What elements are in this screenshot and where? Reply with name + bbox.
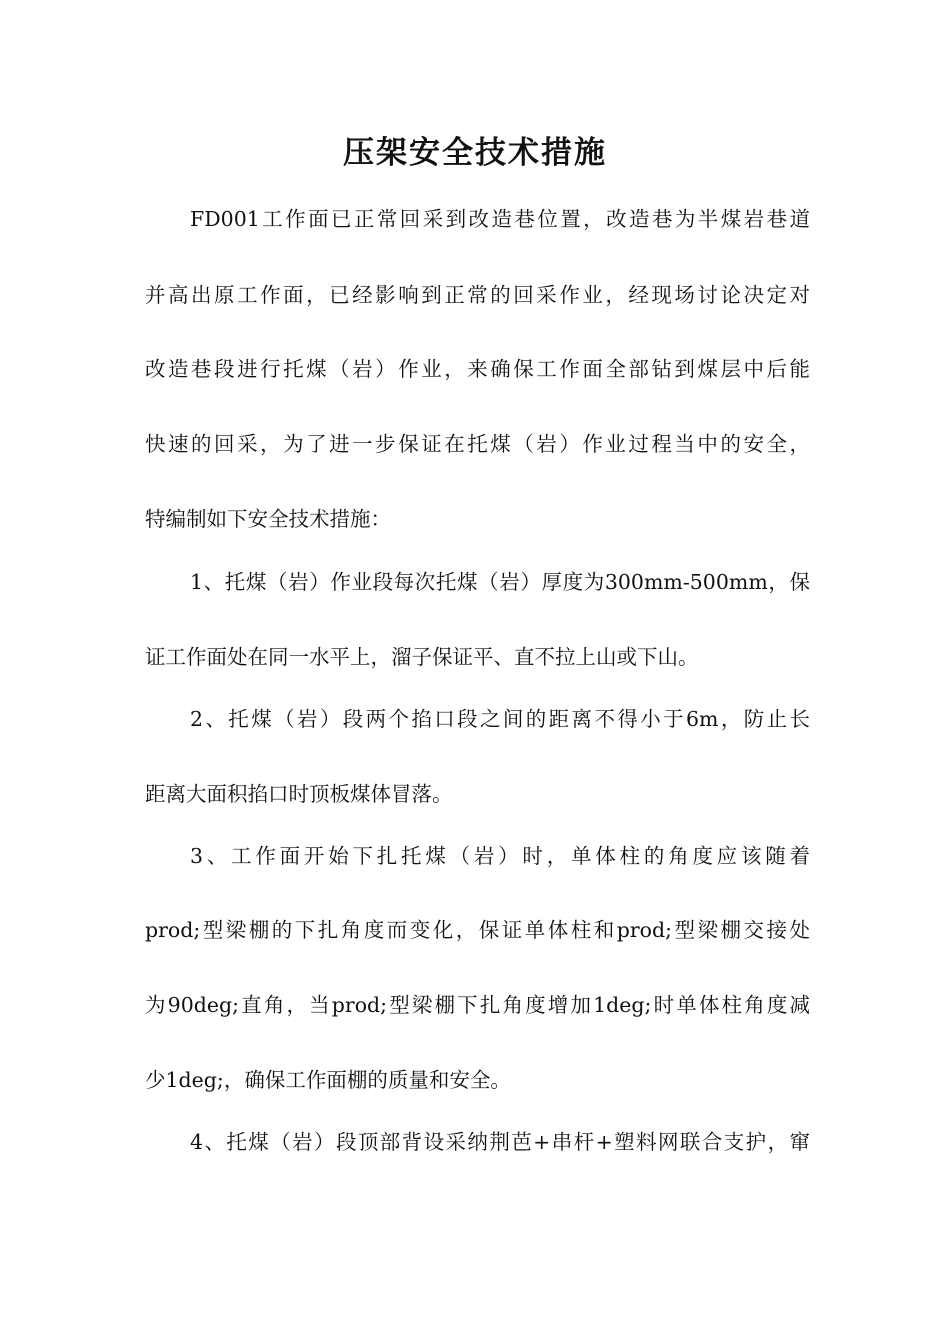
paragraph-line: 距离大面积掐口时顶板煤体冒落。 xyxy=(145,782,453,806)
paragraph-line: 特编制如下安全技术措施： xyxy=(145,507,391,531)
paragraph-line: 1、托煤（岩）作业段每次托煤（岩）厚度为300mm-500mm，保 xyxy=(190,570,810,594)
paragraph-line: FD001工作面已正常回采到改造巷位置，改造巷为半煤岩巷道 xyxy=(190,207,810,231)
paragraph-line: 为90deg;直角，当prod;型梁棚下扎角度增加1deg;时单体柱角度减 xyxy=(145,993,810,1017)
paragraph-line: 4、托煤（岩）段顶部背设采纳荆芭+串杆+塑料网联合支护，窜 xyxy=(190,1130,810,1154)
paragraph-line: 改造巷段进行托煤（岩）作业，来确保工作面全部钻到煤层中后能 xyxy=(145,357,810,381)
paragraph-line: 3、工作面开始下扎托煤（岩）时，单体柱的角度应该随着 xyxy=(190,844,810,868)
document-title: 压架安全技术措施 xyxy=(343,135,607,171)
paragraph-line: 2、托煤（岩）段两个掐口段之间的距离不得小于6m，防止长 xyxy=(190,707,810,731)
paragraph-line: 证工作面处在同一水平上，溜子保证平、直不拉上山或下山。 xyxy=(145,645,699,669)
paragraph-line: 少1deg;，确保工作面棚的质量和安全。 xyxy=(145,1068,511,1092)
paragraph-line: 快速的回采，为了进一步保证在托煤（岩）作业过程当中的安全， xyxy=(145,432,810,456)
paragraph-line: 并高出原工作面，已经影响到正常的回采作业，经现场讨论决定对 xyxy=(145,283,810,307)
paragraph-line: prod;型梁棚的下扎角度而变化，保证单体柱和prod;型梁棚交接处 xyxy=(145,918,810,942)
